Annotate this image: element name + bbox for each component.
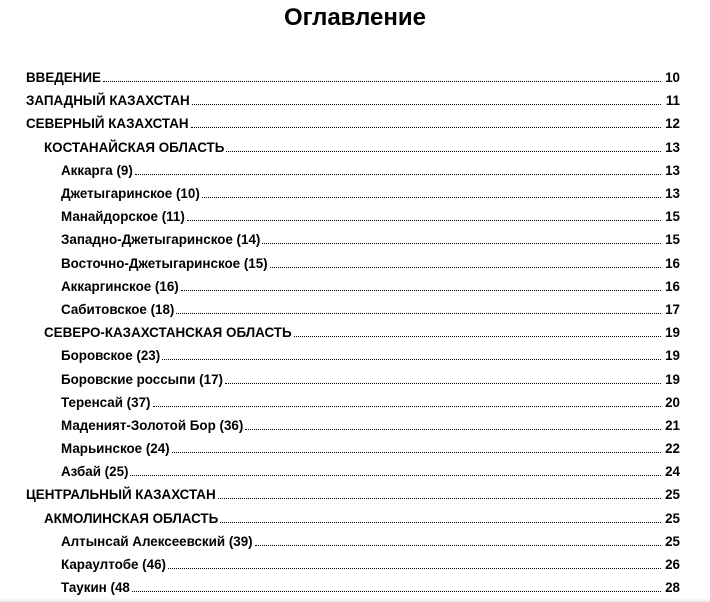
toc-entry[interactable]: [61, 414, 680, 437]
toc-entry-label: Восточно-Джетыгаринское (15): [61, 255, 268, 271]
toc-entry[interactable]: [44, 321, 680, 344]
page-edge: [0, 598, 710, 602]
toc-entry-label: Караултобе (46): [61, 557, 166, 573]
dot-leader: [168, 567, 661, 569]
toc-page-number: 19: [662, 372, 680, 387]
dot-leader: [225, 382, 661, 384]
toc-entry[interactable]: [26, 112, 680, 135]
toc-page-number: 11: [662, 93, 680, 108]
toc-entry-label: Боровские россыпи (17): [61, 371, 223, 387]
dot-leader: [153, 405, 662, 407]
toc-entry[interactable]: [61, 530, 680, 553]
toc-entry-label: Маденият-Золотой Бор (36): [61, 417, 244, 433]
toc-entry[interactable]: [26, 66, 680, 89]
dot-leader: [172, 451, 661, 453]
toc-entry[interactable]: [61, 344, 680, 367]
dot-leader: [130, 474, 661, 476]
toc-entry-label: Теренсай (37): [61, 394, 151, 410]
dot-leader: [176, 312, 661, 314]
toc-page-number: 12: [662, 116, 680, 131]
toc-entry[interactable]: [61, 553, 680, 576]
toc-entry[interactable]: [44, 507, 680, 530]
dot-leader: [191, 126, 661, 128]
toc-page-number: 22: [662, 441, 680, 456]
toc-page-number: 13: [662, 186, 680, 201]
dot-leader: [294, 335, 661, 337]
dot-leader: [255, 544, 661, 546]
toc-entry[interactable]: [26, 89, 680, 112]
toc-entry-label: Аккарга (9): [61, 162, 133, 178]
dot-leader: [226, 150, 661, 152]
toc-entry[interactable]: [61, 391, 680, 414]
toc-entry[interactable]: [44, 136, 680, 159]
dot-leader: [103, 80, 661, 82]
dot-leader: [187, 219, 661, 221]
dot-leader: [220, 521, 661, 523]
toc-page-number: 21: [662, 418, 680, 433]
toc-page-number: 10: [662, 70, 680, 85]
dot-leader: [262, 242, 661, 244]
page-title: Оглавление: [284, 4, 426, 31]
toc-entry[interactable]: [61, 437, 680, 460]
toc-entry[interactable]: [61, 228, 680, 251]
toc-entry[interactable]: [61, 159, 680, 182]
toc-page-number: 25: [662, 511, 680, 526]
toc-entry-label: ЦЕНТРАЛЬНЫЙ КАЗАХСТАН: [26, 487, 216, 503]
toc-entry[interactable]: [61, 205, 680, 228]
toc-page-number: 13: [662, 140, 680, 155]
toc-page-number: 15: [662, 209, 680, 224]
toc-entry[interactable]: [61, 252, 680, 275]
toc-entry[interactable]: [61, 367, 680, 390]
toc-page-number: 17: [662, 302, 680, 317]
toc-page-number: 19: [662, 348, 680, 363]
toc-page-number: 19: [662, 325, 680, 340]
dot-leader: [181, 289, 661, 291]
dot-leader: [162, 358, 661, 360]
toc-entry-label: Аккаргинское (16): [61, 278, 179, 294]
toc-entry-label: ЗАПАДНЫЙ КАЗАХСТАН: [26, 93, 190, 109]
dot-leader: [192, 103, 661, 105]
toc-page-number: 28: [662, 580, 680, 595]
toc-entry-label: ВВЕДЕНИЕ: [26, 70, 101, 86]
toc-entry[interactable]: [61, 275, 680, 298]
dot-leader: [132, 590, 661, 592]
toc-entry-label: Сабитовское (18): [61, 301, 175, 317]
toc-entry[interactable]: [26, 483, 680, 506]
toc-entry[interactable]: [61, 576, 680, 599]
dot-leader: [135, 173, 661, 175]
toc-entry-label: Алтынсай Алексеевский (39): [61, 533, 253, 549]
toc-page-number: 25: [662, 534, 680, 549]
toc-entry-label: Джетыгаринское (10): [61, 186, 200, 202]
toc-page-number: 26: [662, 557, 680, 572]
dot-leader: [218, 497, 661, 499]
table-of-contents: [0, 66, 710, 599]
toc-entry[interactable]: [61, 460, 680, 483]
toc-entry[interactable]: [61, 182, 680, 205]
toc-entry-label: Западно-Джетыгаринское (14): [61, 232, 261, 248]
toc-page-number: 16: [662, 279, 680, 294]
toc-entry-label: Манайдорское (11): [61, 209, 185, 225]
dot-leader: [245, 428, 661, 430]
toc-entry-label: АКМОЛИНСКАЯ ОБЛАСТЬ: [44, 510, 219, 526]
toc-page-number: 20: [662, 395, 680, 410]
toc-entry[interactable]: [61, 298, 680, 321]
toc-entry-label: Марьинское (24): [61, 441, 170, 457]
toc-page-number: 15: [662, 232, 680, 247]
toc-entry-label: КОСТАНАЙСКАЯ ОБЛАСТЬ: [44, 139, 225, 155]
toc-page-number: 25: [662, 487, 680, 502]
toc-page-number: 13: [662, 163, 680, 178]
toc-entry-label: Таукин (48: [61, 580, 130, 596]
toc-entry-label: Азбай (25): [61, 464, 129, 480]
toc-page-number: 24: [662, 464, 680, 479]
toc-entry-label: Боровское (23): [61, 348, 161, 364]
dot-leader: [202, 196, 661, 198]
toc-entry-label: СЕВЕРО-КАЗАХСТАНСКАЯ ОБЛАСТЬ: [44, 325, 292, 341]
dot-leader: [270, 266, 661, 268]
toc-page-number: 16: [662, 256, 680, 271]
toc-entry-label: СЕВЕРНЫЙ КАЗАХСТАН: [26, 116, 189, 132]
